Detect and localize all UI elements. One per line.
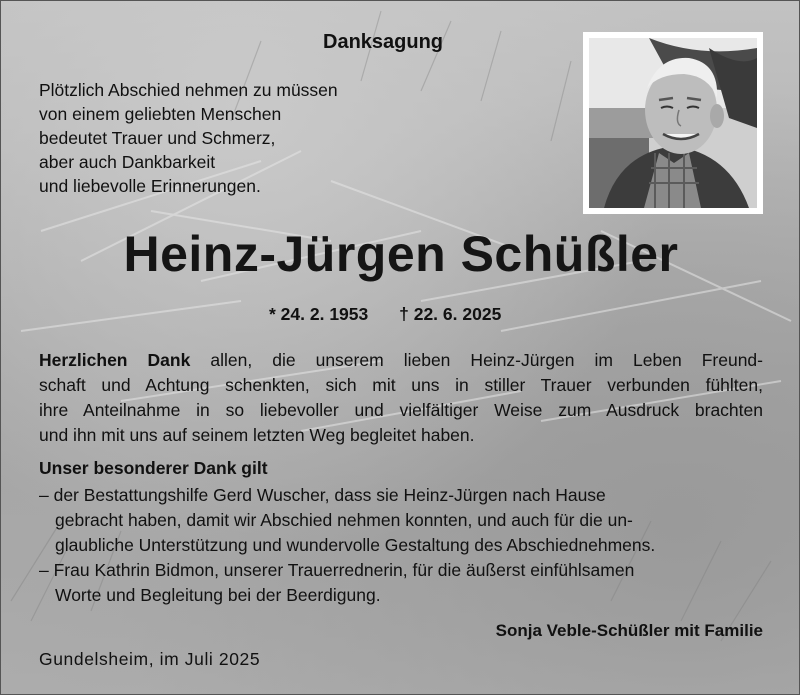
thanks-line	[39, 348, 763, 373]
special-thanks-line: gebracht haben, damit wir Abschied nehmen konnten, und auch für die un-	[55, 510, 633, 530]
poem-line: aber auch Dankbarkeit	[39, 152, 216, 172]
death-date: † 22. 6. 2025	[399, 304, 502, 324]
special-thanks-line: – der Bestattungshilfe Gerd Wuscher, dass sie Heinz-Jürgen nach Hause	[39, 485, 606, 505]
notice-heading: Danksagung	[323, 31, 444, 53]
special-thanks-line: glaubliche Unterstützung und wundervolle Gestaltung des Abschiednehmens.	[55, 535, 656, 555]
special-thanks-line: Worte und Begleitung bei der Beerdigung.	[55, 585, 381, 605]
special-thanks-line: – Frau Kathrin Bidmon, unserer Trauerrednerin, für die äußerst einfühlsamen	[39, 560, 635, 580]
poem-line: bedeutet Trauer und Schmerz,	[39, 128, 276, 148]
portrait-image	[589, 38, 757, 208]
thanks-lead: Herzlichen Dank	[39, 350, 191, 370]
poem-line: Plötzlich Abschied nehmen zu müssen	[39, 80, 338, 100]
place-and-date: Gundelsheim, im Juli 2025	[39, 649, 261, 669]
poem-line: und liebevolle Erinnerungen.	[39, 176, 261, 196]
deceased-name: Heinz-Jürgen Schüßler	[123, 226, 679, 282]
thanks-paragraph	[39, 348, 763, 448]
birth-date: * 24. 2. 1953	[269, 304, 369, 324]
special-thanks-list	[39, 483, 763, 608]
thanks-line: schaft und Achtung schenkten, sich mit uns in stiller Trauer verbunden fühlten,	[39, 375, 763, 395]
life-dates	[269, 304, 501, 325]
thanks-line-text: allen, die unserem lieben Heinz-Jürgen im Leben Freund-	[190, 350, 763, 370]
notice-content	[1, 1, 800, 695]
thanks-line: ihre Anteilnahme in so liebevoller und vielfältiger Weise zum Ausdruck brachten	[39, 400, 763, 420]
poem	[39, 78, 338, 198]
poem-line: von einem geliebten Menschen	[39, 104, 282, 124]
signature: Sonja Veble-Schüßler mit Familie	[495, 621, 763, 640]
thanks-line: und ihn mit uns auf seinem letzten Weg begleitet haben.	[39, 425, 475, 445]
portrait-photo	[583, 32, 763, 214]
special-thanks-heading: Unser besonderer Dank gilt	[39, 458, 268, 478]
